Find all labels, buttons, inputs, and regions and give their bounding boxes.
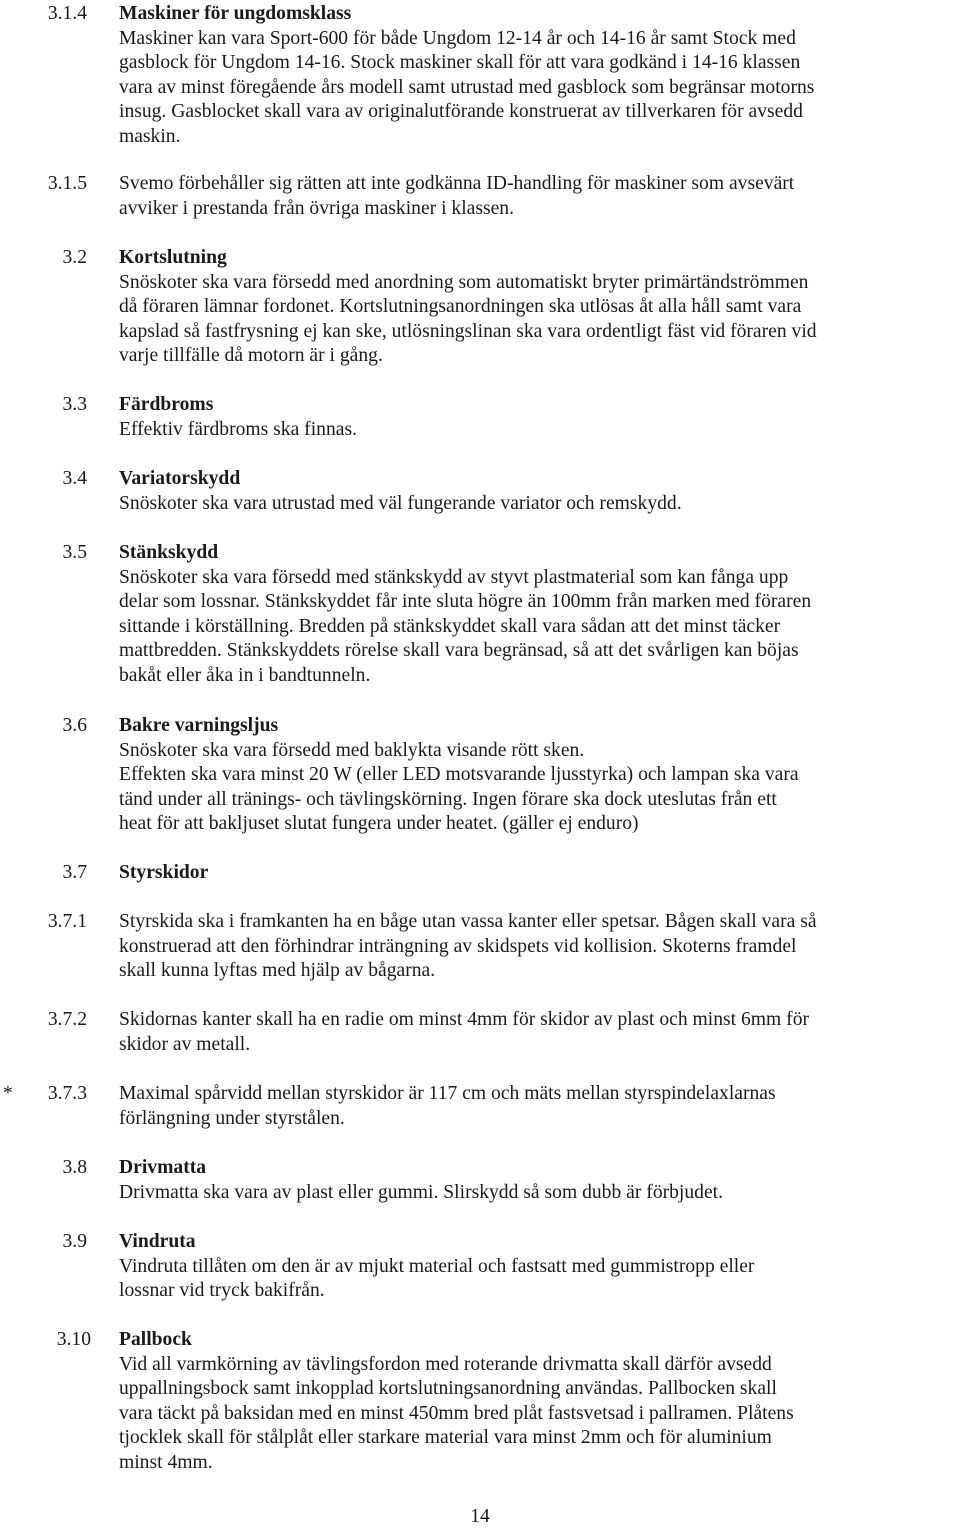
section-body [119,1156,957,1205]
section-number: 3.9 [62,1231,87,1252]
text-line: vara av minst föregående års modell samt utrustad med gasblock som begränsar motorns [119,76,815,98]
section-body [119,910,957,984]
section-number: 3.1.5 [47,173,87,194]
section-title: Vindruta [119,1231,196,1252]
text-line: lossnar vid tryck bakifrån. [119,1280,325,1302]
text-line: heat för att bakljuset slutat fungera under heatet. (gäller ej enduro) [119,813,639,835]
section-title: Drivmatta [119,1157,207,1178]
text-line: gasblock för Ungdom 14-16. Stock maskiner skall för att vara godkänd i 14-16 klassen [119,52,801,74]
text-line: mattbredden. Stänkskyddets rörelse skall vara begränsad, så att det svårligen kan böjas [119,640,799,662]
section-number: 3.7.3 [47,1083,87,1104]
text-line: tjocklek skall för stålplåt eller starkare material vara minst 2mm och för aluminium [119,1427,772,1449]
section-number: 3.6 [62,715,87,736]
page-number: 14 [470,1506,490,1527]
section-number: 3.5 [62,542,87,563]
text-line: Effekten ska vara minst 20 W (eller LED motsvarande ljusstyrka) och lampan ska vara [119,764,799,786]
text-line: skall kunna lyftas med hjälp av bågarna. [119,960,436,982]
section-title: Variatorskydd [119,468,241,489]
section-body [119,1082,957,1131]
section-body [119,172,957,221]
text-line: Maskiner kan vara Sport-600 för både Ungdom 12-14 år och 14-16 år samt Stock med [119,27,796,49]
section-body [119,541,957,689]
section-number: 3.1.4 [47,3,87,24]
section-body [119,467,957,516]
section-title: Stänkskydd [119,542,219,563]
section-number: 3.10 [56,1329,91,1350]
text-line: tänd under all tränings- och tävlingskörning. Ingen förare ska dock uteslutas från ett [119,788,777,810]
section-number: 3.3 [62,394,87,415]
text-line: Snöskoter ska vara försedd med stänkskydd av styvt plastmaterial som kan fånga upp [119,566,789,588]
section-body [119,861,957,886]
change-marker: * [3,1083,13,1104]
section-title: Maskiner för ungdomsklass [119,3,352,24]
section-body [119,393,957,442]
text-line: Snöskoter ska vara försedd med anordning som automatiskt bryter primärtändströmmen [119,271,809,293]
section-title: Pallbock [119,1329,192,1350]
text-line: Maximal spårvidd mellan styrskidor är 117 cm och mäts mellan styrspindelaxlarnas [119,1083,776,1104]
text-line: Snöskoter ska vara utrustad med väl fungerande variator och remskydd. [119,492,682,514]
text-line: Snöskoter ska vara försedd med baklykta visande rött sken. [119,739,585,761]
text-line: Vindruta tillåten om den är av mjukt material och fastsatt med gummistropp eller [119,1255,755,1277]
text-line: då föraren lämnar fordonet. Kortslutningsanordningen ska utlösas åt alla håll samt vara [119,296,802,318]
text-line: förlängning under styrstålen. [119,1107,345,1129]
text-line: varje tillfälle då motorn är i gång. [119,345,383,367]
section-number: 3.8 [62,1157,87,1178]
text-line: konstruerad att den förhindrar inträngning av skidspets vid kollision. Skoterns framdel [119,935,797,957]
text-line: Skidornas kanter skall ha en radie om minst 4mm för skidor av plast och minst 6mm för [119,1009,810,1030]
section-body [119,1328,957,1476]
section-title: Färdbroms [119,394,214,415]
text-line: uppallningsbock samt inkopplad kortslutningsanordning användas. Pallbocken skall [119,1378,777,1400]
section-title: Styrskidor [119,862,209,883]
section-body [119,2,957,150]
text-line: vara täckt på baksidan med en minst 450mm bred plåt fastsvetsad i pallramen. Plåtens [119,1402,794,1424]
text-line: sittande i körställning. Bredden på stänkskyddet skall vara sådan att det minst täcker [119,615,781,637]
text-line: bakåt eller åka in i bandtunneln. [119,664,371,686]
text-line: avviker i prestanda från övriga maskiner i klassen. [119,197,515,219]
section-title: Bakre varningsljus [119,715,279,736]
text-line: maskin. [119,125,181,147]
text-line: delar som lossnar. Stänkskyddet får inte sluta högre än 100mm från marken med föraren [119,591,812,613]
section-body [119,1008,957,1057]
section-number: 3.7.1 [47,911,87,932]
section-number: 3.2 [62,247,87,268]
section-number: 3.4 [62,468,87,489]
section-number: 3.7 [62,862,87,883]
text-line: insug. Gasblocket skall vara av originalutförande konstruerat av tillverkaren för avsedd [119,101,803,123]
section-title: Kortslutning [119,247,227,268]
section-body [119,1230,957,1304]
text-line: kapslad så fastfrysning ej kan ske, utlösningslinan ska vara ordentligt fäst vid föraren vid [119,320,817,342]
text-line: Vid all varmkörning av tävlingsfordon med roterande drivmatta skall därför avsedd [119,1353,772,1375]
text-line: Styrskida ska i framkanten ha en båge utan vassa kanter eller spetsar. Bågen skall vara så [119,911,817,932]
text-line: Drivmatta ska vara av plast eller gummi. Slirskydd så som dubb är förbjudet. [119,1181,724,1203]
text-line: Effektiv färdbroms ska finnas. [119,418,357,440]
text-line: minst 4mm. [119,1451,213,1473]
section-body [119,714,957,837]
text-line: skidor av metall. [119,1033,251,1055]
text-line: Svemo förbehåller sig rätten att inte godkänna ID-handling för maskiner som avsevärt [119,173,795,194]
section-body [119,246,957,369]
section-number: 3.7.2 [47,1009,87,1030]
